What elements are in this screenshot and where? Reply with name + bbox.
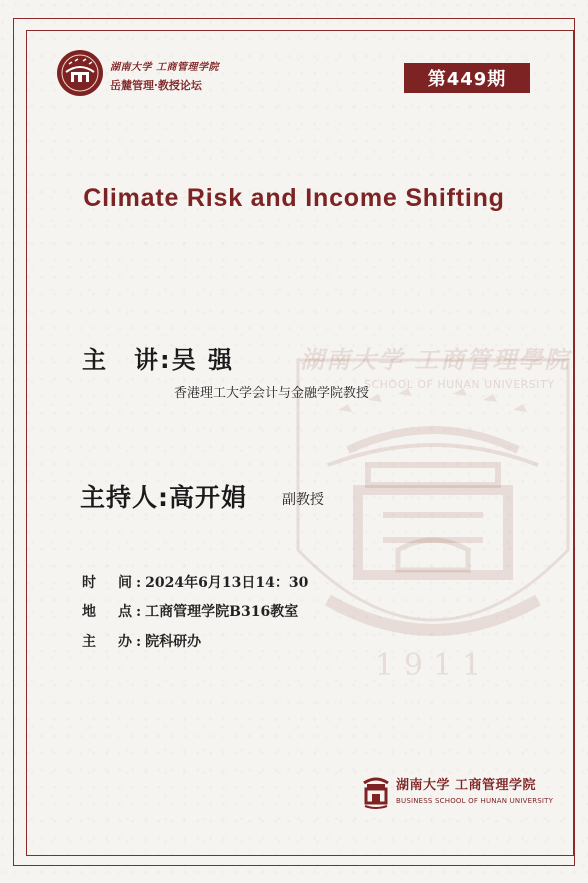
logo-school-name: 湖南大学 工商管理学院 (110, 62, 219, 73)
footer-emblem-icon (362, 773, 390, 809)
logo-forum-name: 岳麓管理·教授论坛 (110, 79, 202, 92)
speaker-name: 主 讲:吴 强 (82, 346, 234, 374)
host-name: 主持人:高开娟 (80, 483, 247, 512)
time-row (82, 572, 308, 592)
time-value: 2024年6月13日14：30 (145, 575, 309, 591)
footer-english-name: BUSINESS SCHOOL OF HUNAN UNIVERSITY (396, 797, 554, 805)
school-logo-icon (57, 50, 103, 96)
speaker-affiliation: 香港理工大学会计与金融学院教授 (174, 386, 370, 401)
organizer-row (82, 631, 201, 651)
organizer-label: 主 办: (82, 634, 146, 650)
place-label: 地 点: (82, 604, 146, 620)
issue-badge: 第449期 (404, 63, 530, 93)
lecture-title: Climate Risk and Income Shifting (83, 184, 505, 212)
footer-school-name: 湖南大学 工商管理学院 (396, 778, 537, 793)
forum-logo-text (110, 58, 219, 93)
watermark-english: SCHOOL OF HUNAN UNIVERSITY (364, 378, 555, 391)
time-label: 时 间: (82, 575, 146, 591)
watermark-year: 1911 (374, 648, 492, 683)
organizer-value: 院科研办 (145, 634, 202, 650)
host-title: 副教授 (282, 492, 324, 508)
place-row (82, 601, 298, 621)
watermark-school-name: 湖南大学 工商管理學院 (300, 345, 571, 374)
place-value: 工商管理学院B316教室 (145, 604, 299, 620)
